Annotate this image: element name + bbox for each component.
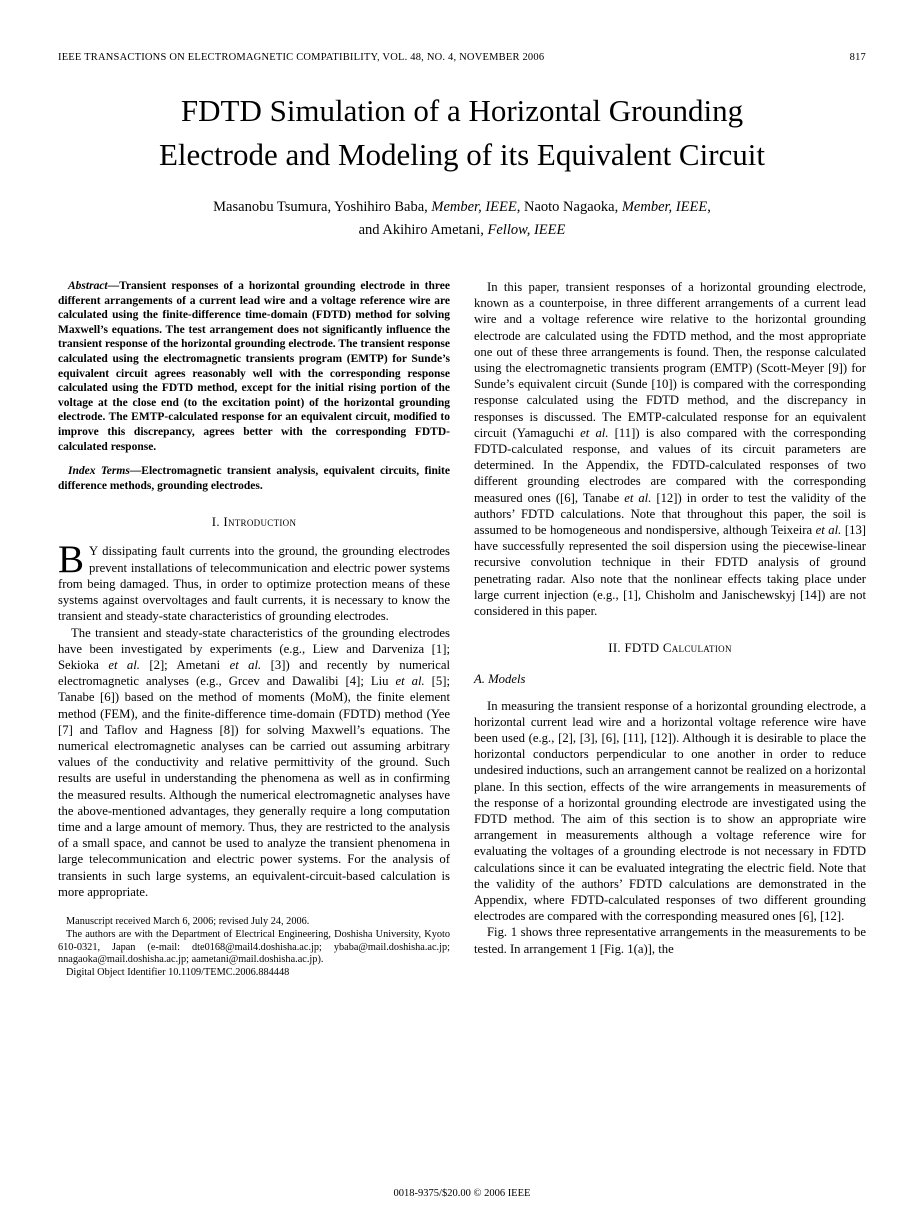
left-column <box>58 279 450 980</box>
abstract-paragraph: Abstract—Transient responses of a horizontal grounding electrode in three different arrangements of a current lead wire and a voltage reference wire are calculated using the finite-difference time-domain (FDTD) method for solving Maxwell’s equations. The test arrangement does not significantly influence the transient response of the horizontal grounding electrode. The transient response calculated using the electromagnetic transients program (EMTP) for Sunde’s equivalent circuit agrees reasonably well with the corresponding response calculated using the FDTD method, except for the initial rising portion of the voltage at the close end (to the excitation point) of the horizontal grounding electrode. The EMTP-calculated response for an equivalent circuit, modified to improve this discrepancy, agrees better with the corresponding FDTD-calculated response. <box>58 279 450 453</box>
footnote-manuscript-history: Manuscript received March 6, 2006; revised July 24, 2006. <box>66 915 310 927</box>
footnote-author-affiliation: The authors are with the Department of Electrical Engineering, Doshisha University, Kyoto 610-0321, Japan (e-mail: dte0168@mail4.doshisha.ac.jp; ybaba@mail.doshisha.ac.jp; nnagaoka@mail.doshisha.ac.jp; aametani@mail.doshisha.ac.jp). <box>58 928 450 966</box>
models-paragraph-1: In measuring the transient response of a horizontal grounding electrode, a horizontal current lead wire and a horizontal voltage reference wire have been used (e.g., [2], [3], [6], [11], [12]). Although it is desirable to place the horizontal conductors perpendicular to one another in order to reduce undesired inductions, such an arrangement cannot be realized on a horizontal plane. In this section, effects of the wire arrangements in measurements of the response of a horizontal grounding electrode are investigated using the FDTD method. The aim of this section is to show an appropriate wire arrangement in measurements although a voltage reference wire for evaluating the voltages of a grounding electrode is not necessary in FDTD calculations since it can be evaluated integrating the electric field. Note that the validity of the authors’ FDTD calculations are demonstrated in the Appendix, where FDTD-calculated responses of two different grounding electrodes are compared with the corresponding measured ones [6], [12]. <box>474 698 866 924</box>
page-header <box>58 52 866 63</box>
author-list: Masanobu Tsumura, Yoshihiro Baba, Member, IEEE, Naoto Nagaoka, Member, IEEE, and Akihiro Ametani, Fellow, IEEE <box>213 199 711 238</box>
intro-paragraph-1-text: Y dissipating fault currents into the ground, the grounding electrodes prevent installations of telecommunication and electric power systems from being damaged. Thus, in order to optimize protection means of these systems against overvoltages and fault currents, it is necessary to know the transient and steady-state characteristics of grounding electrodes. <box>58 544 450 624</box>
section-heading-introduction: I. Introduction <box>211 515 297 530</box>
index-terms-paragraph: Index Terms—Electromagnetic transient analysis, equivalent circuits, finite difference methods, grounding electrodes. <box>58 465 450 492</box>
footnote-doi: Digital Object Identifier 10.1109/TEMC.2006.884448 <box>66 967 290 979</box>
intro-paragraph-1 <box>58 538 450 624</box>
two-column-body <box>58 279 866 980</box>
dropcap-letter: B <box>58 538 85 582</box>
subsection-heading-models: A. Models <box>474 672 526 687</box>
models-paragraph-2: Fig. 1 shows three representative arrangements in the measurements to be tested. In arrangement 1 [Fig. 1(a)], the <box>474 925 866 956</box>
intro-paragraph-3: In this paper, transient responses of a horizontal grounding electrode, known as a counterpoise, in three different arrangements of a current lead wire and a voltage reference wire relative to the horizontal grounding electrode are calculated using the FDTD method, and the most appropriate one out of these three arrangements is found. Then, the response calculated using the electromagnetic transients program (EMTP) (Scott-Meyer [9]) for Sunde’s equivalent circuit (Sunde [10]) is compared with the corresponding response calculated using the FDTD method, and the discrepancy in responses is discussed. The EMTP-calculated response for an equivalent circuit (Yamaguchi et al. [11]) is also compared with the corresponding FDTD-calculated response, and values of its circuit parameters are determined. In the Appendix, the FDTD-calculated responses of two different grounding electrodes are compared with the corresponding measured ones ([6], Tanabe et al. [12]) in order to test the validity of the authors’ FDTD calculations. Note that throughout this paper, the soil is assumed to be homogeneous and nondispersive, although Teixeira et al. [13] have successfully represented the soil dispersion using the piecewise-linear recursive convolution technique in their FDTD analysis of ground penetrating radar. Also note that the nonlinear effects taking place under large current injection (e.g., [1], Chisholm and Janischewskyj [14]) are not considered in this paper. <box>474 279 867 619</box>
paper-title: FDTD Simulation of a Horizontal Grounding Electrode and Modeling of its Equivalent Circuit <box>158 93 766 173</box>
journal-title: IEEE TRANSACTIONS ON ELECTROMAGNETIC COMPATIBILITY, VOL. 48, NO. 4, NOVEMBER 2006 <box>58 52 545 63</box>
intro-paragraph-2: The transient and steady-state characteristics of the grounding electrodes have been investigated by experiments (e.g., Liew and Darveniza [1]; Sekioka et al. [2]; Ametani et al. [3]) and recently by numerical electromagnetic analyses (e.g., Grcev and Dawalibi [4]; Liu et al. [5]; Tanabe [6]) based on the method of moments (MoM), the finite element method (FEM), and the finite-difference time-domain (FDTD) method (Yee [7] and Taflov and Hagness [8]) for solving Maxwell’s equations. The numerical electromagnetic analyses can be carried out assuming arbitrary values of the conductivity and relative permittivity of the ground. Such results are useful in understanding the phenomena as well as in confirming the measured results. Although the numerical electromagnetic analyses have the above-mentioned advantages, they generally require a long computation time and a large amount of memory. Thus, they are restricted to the analysis of a small space, and cannot be used to analyze the transient phenomena in large telecommunication and electric power systems. For the analysis of transients in such large systems, an equivalent-circuit-based calculation is more appropriate. <box>58 625 450 899</box>
page-number: 817 <box>849 52 866 63</box>
section-heading-fdtd-calculation: II. FDTD Calculation <box>608 641 732 656</box>
copyright-footer: 0018-9375/$20.00 © 2006 IEEE <box>393 1188 531 1199</box>
first-page-footnote <box>58 916 450 980</box>
right-column <box>474 279 866 980</box>
